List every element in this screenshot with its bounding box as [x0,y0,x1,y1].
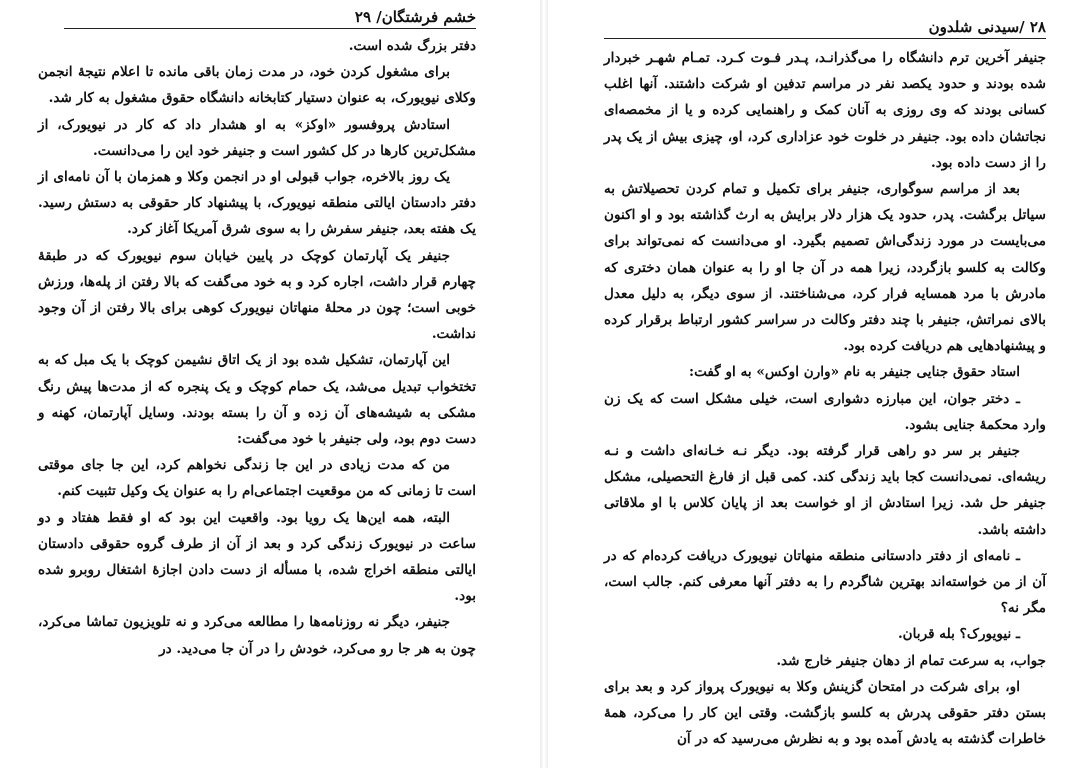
left-running-head-text: خشم فرشتگان/ ۲۹ [354,8,476,26]
paragraph: ـ نامه‌ای از دفتر دادستانی منطقه منهاتان نیویورک دریافت کرده‌ام که در آن از من خواسته‌اند بهترین شاگردم را به دفتر آنها معرفی کنم. جالب است، مگر نه؟ [604,547,1046,617]
right-page-body [604,45,1046,752]
right-running-head-text: ۲۸ /سیدنی شلدون [928,18,1046,36]
paragraph: جنیفر آخرین ترم دانشگاه را می‌گذرانـد، پـدر فـوت کـرد. تمـام شهـر خبردار شده بودند و حدود یکصد نفر در مراسم تدفین او شرکت داشتند. آنها اغلب کسانی بودند که وی روزی به آنان کمک و راهنمایی کرده و یا از مخمصه‌ای نجاتشان داده بود. جنیفر در خلوت خود عزاداری کرد، او، چیزی بیش از یک پدر را از دست داده بود. [604,50,1046,171]
paragraph: جنیفر یک آپارتمان کوچک در پایین خیابان سوم نیویورک که در طبقهٔ چهارم قرار داشت، اجاره کرد و به خود می‌گفت که بالا رفتن از پله‌ها، ورزش خوبی است؛ چون در محلهٔ منهاتان نیویورک کوهی برای بالا رفتن از آن وجود نداشت. [38,247,476,343]
paragraph: او، برای شرکت در امتحان گزینش وکلا به نیویورک پرواز کرد و بعد برای بستن دفتر حقوقی پدرش به کلسو بازگشت. وقتی این کار را می‌کرد، همهٔ خاطرات گذشته به یادش آمده بود و به نظرش می‌رسید که در آن [604,678,1046,748]
right-running-head [604,14,1046,39]
paragraph: یک روز بالاخره، جواب قبولی او در انجمن وکلا و همزمان با آن نامه‌ای از دفتر دادستان ایالتی منطقه نیویورک، با پیشنهاد کار حقوقی به دستش رسید. یک هفته بعد، جنیفر سفرش را به سوی شرق آمریکا آغاز کرد. [38,169,476,238]
left-running-head [64,4,476,29]
paragraph: استادش پروفسور «اوکز» به او هشدار داد که کار در نیویورک، از مشکل‌ترین کارها در کل کشور است و جنیفر خود این را می‌دانست. [38,116,476,159]
paragraph: البته، همه این‌ها یک رویا بود. واقعیت این بود که او فقط هفتاد و دو ساعت در نیویورک زندگی کرد و بعد از آن از طرف گروه حقوقی دادستان ایالتی منطقه اخراج شده، با مسأله از دست دادن اجازهٔ اشتغال روبرو شده بود. [38,509,476,605]
book-gutter [540,0,548,768]
paragraph: جنیفر بر سر دو راهی قرار گرفته بود. دیگر نـه خـانه‌ای داشت و نـه ریشه‌ای. نمی‌دانست کجا باید زندگی کند. کمی قبل از فارغ التحصیلی، مشکل جنیفر حل شد. زیرا استادش از او خواست بعد از پایان کلاس با او ملاقاتی داشته باشد. [604,443,1046,538]
paragraph: بعد از مراسم سوگواری، جنیفر برای تکمیل و تمام کردن تحصیلاتش به سیاتل برگشت. پدر، حدود یک هزار دلار برایش به ارث گذاشته بود و او اکنون می‌بایست در مورد زندگی‌اش تصمیم بگیرد. او می‌دانست که نمی‌تواند برای وکالت به کلسو بازگردد، زیرا همه در آن جا او را به عنوان همان دختری که مادرش با مرد همسایه فرار کرد، می‌شناختند. از سوی دیگر، به دلیل معدل بالای نمراتش، جنیفر با چند دفتر وکالت در سراسر کشور ارتباط برقرار کرده و پیشنهادهایی هم دریافت کرده بود. [604,181,1046,355]
paragraph: این آپارتمان، تشکیل شده بود از یک اتاق نشیمن کوچک با یک مبل که به تختخواب تبدیل می‌شد، یک حمام کوچک و یک پنجره که از مدت‌ها پیش رنگ مشکی به شیشه‌های آن زده و آن را بسته بودند. وسایل آپارتمان، کهنه و دست دوم بود، ولی جنیفر با خود می‌گفت: [38,352,476,448]
paragraph: استاد حقوق جنایی جنیفر به نام «وارن اوکس» به او گفت: [689,364,1020,381]
paragraph: ـ دختر جوان، این مبارزه دشواری است، خیلی مشکل است که یک زن وارد محکمهٔ جنایی بشود. [604,390,1046,433]
left-page-body [38,33,476,662]
paragraph: برای مشغول کردن خود، در مدت زمان باقی مانده تا اعلام نتیجهٔ انجمن وکلای نیویورک، به عنوان دستیار کتابخانه دانشگاه حقوق مشغول به کار شد. [38,64,476,107]
paragraph: جواب، به سرعت تمام از دهان جنیفر خارج شد. [776,652,1046,669]
paragraph: دفتر بزرگ شده است. [348,38,476,54]
paragraph: جنیفر، دیگر نه روزنامه‌ها را مطالعه می‌کرد و نه تلویزیون تماشا می‌کرد، چون به هر جا رو می‌کرد، خودش را در آن جا می‌دید. در [38,614,476,657]
left-page [0,0,540,768]
paragraph: ـ نیویورک؟ بله قربان. [897,626,1020,643]
right-page [548,0,1088,768]
paragraph: من که مدت زیادی در این جا زندگی نخواهم کرد، این جا جای موقتی است تا زمانی که من موقعیت اجتماعی‌ام را به عنوان یک وکیل تثبیت کنم. [38,457,476,500]
